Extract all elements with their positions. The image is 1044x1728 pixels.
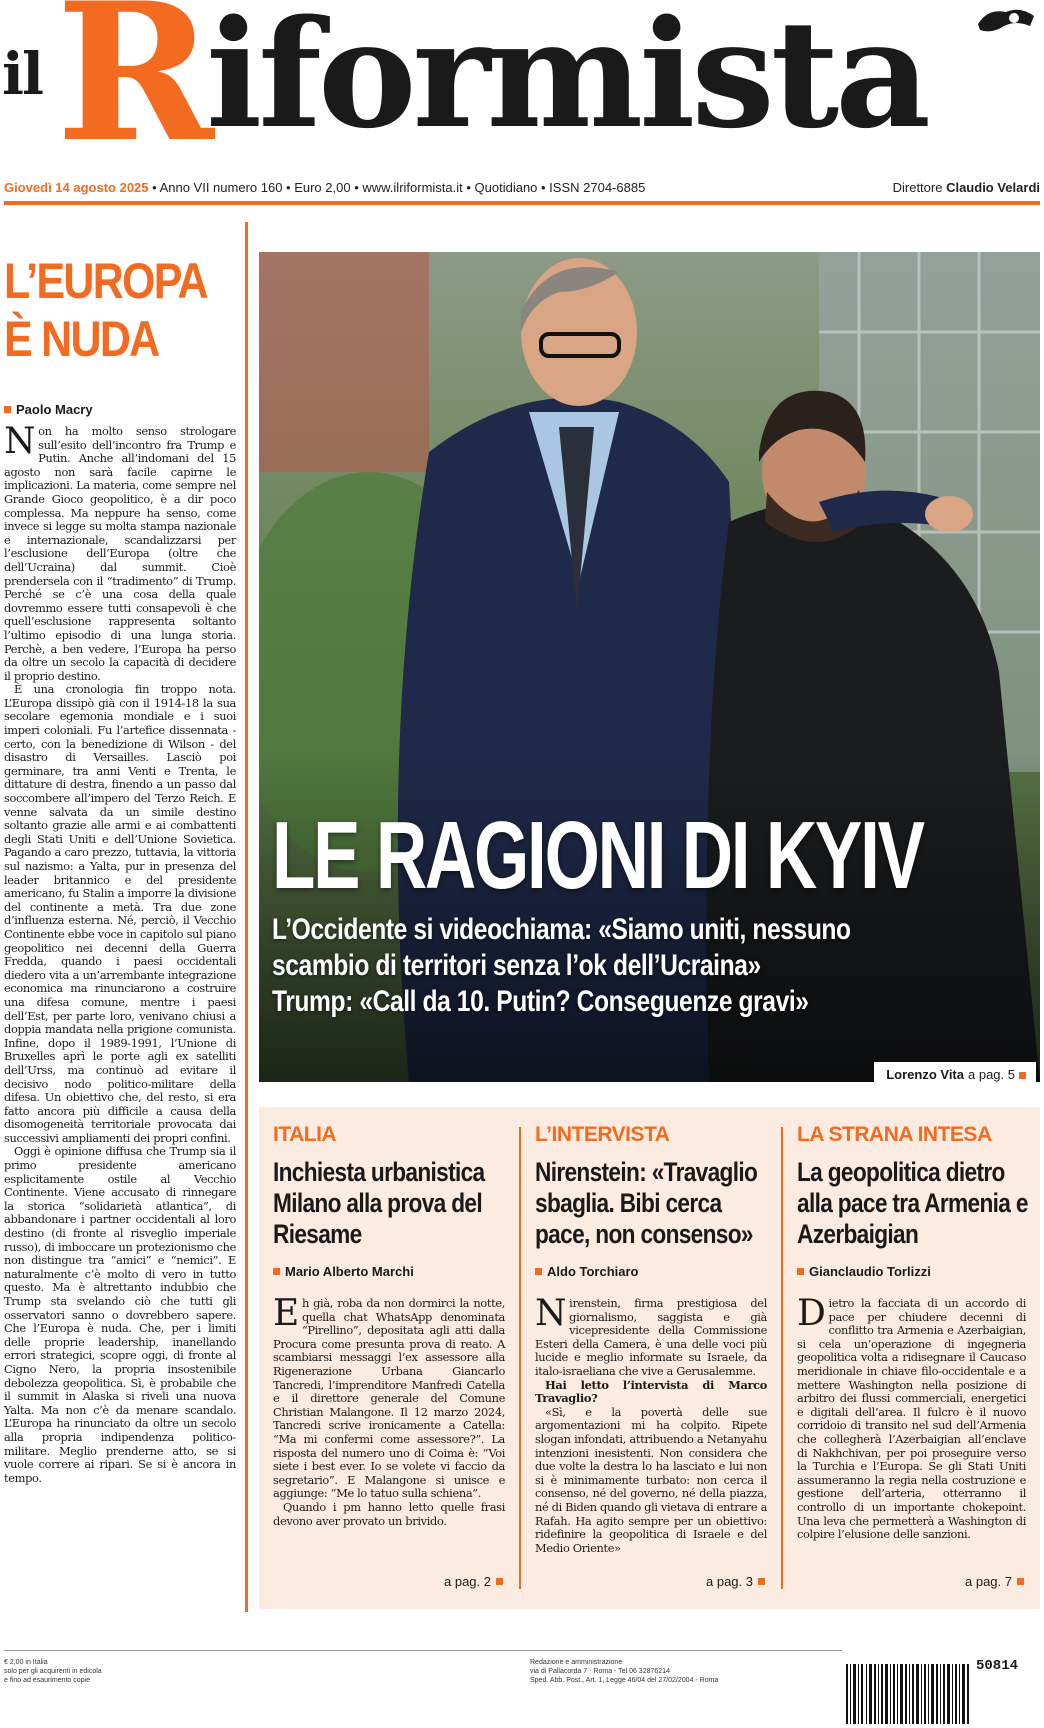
- teaser-page: a pag. 7: [965, 1574, 1012, 1589]
- square-bullet-icon: [1019, 1072, 1026, 1079]
- square-bullet-icon: [535, 1268, 542, 1275]
- square-bullet-icon: [4, 406, 11, 413]
- issue-date: Giovedì 14 agosto 2025: [4, 179, 149, 195]
- editorial-title-line2: È NUDA: [4, 311, 159, 367]
- teaser-boxes: [259, 1107, 1040, 1609]
- square-bullet-icon: [273, 1268, 280, 1275]
- column-divider: [245, 222, 248, 1612]
- teaser-author: Gianclaudio Torlizzi: [809, 1264, 931, 1279]
- cover-subhead-line: Trump: «Call da 10. Putin? Conseguenze gravi»: [272, 985, 809, 1018]
- editorial-title-line1: L’EUROPA: [4, 253, 207, 309]
- issue-details: • Anno VII numero 160 • Euro 2,00 • www.ilriformista.it • Quotidiano • ISSN 2704-6885: [148, 179, 646, 195]
- cover-subhead-line: L’Occidente si videochiama: «Siamo uniti, nessuno: [272, 913, 851, 946]
- teaser-byline: [797, 1264, 1026, 1279]
- issue-info-bar: [4, 176, 1040, 198]
- footer-line: solo per gli acquirenti in edicola: [4, 1668, 102, 1675]
- teaser-box-strana-intesa[interactable]: [783, 1107, 1040, 1609]
- footer-line: Sped. Abb. Post., Art. 1, Legge 46/04 del 27/02/2004 - Roma: [530, 1677, 719, 1684]
- masthead-rule: [4, 201, 1040, 205]
- footer-editorial-info: [530, 1658, 790, 1685]
- teaser-title[interactable]: La geopolitica dietro alla pace tra Armenia e Azerbaigian: [797, 1157, 1028, 1249]
- teaser-question: Hai letto l’intervista di Marco Travaglio?: [535, 1377, 767, 1406]
- teaser-paragraph: h già, roba da non dormirci la notte, quella chat WhatsApp denominata “Pirellino”, depositata agli atti dalla Procura come presunta prova di reato. A scambiarsi messaggi l’ex assessore alla Rigenerazione Urbana Giancarlo Tancredi, l’imprenditore Manfredi Catella e il direttore generale del Comune Christian Malangone. Il 12 marzo 2024, Tancredi scrive ironicamente a Catella: “Ma mi confermi come assessore?”. La risposta del numero uno di Coima è: “Voi siete i best ever. Io se volete vi faccio da segretario”. E Malangone si unisce e aggiunge: “Me lo tatuo sulla schiena”.: [273, 1296, 505, 1501]
- square-bullet-icon: [496, 1578, 503, 1585]
- teaser-page-ref[interactable]: [444, 1574, 503, 1589]
- editorial-byline: [4, 402, 236, 417]
- editorial-paragraph: È una cronologia fin troppo nota. L’Europa dissipò già con il 1914-18 la sua secolare egemonia mondiale e i suoi imperi coloniali. Fu l’artefice dissennata - certo, con la benedizione di Wilson - del disastro di Versailles. Lasciò poi germinare, tra anni Venti e Trenta, le dittature di destra, finendo a un passo dal soccombere all’impero del Terzo Reich. E venne salvata da un simile destino soltanto grazie alle armi e ai combattenti degli Stati Uniti e dell’Unione Sovietica. Pagando a caro prezzo, tuttavia, la vittoria sul nazismo: a Yalta, pur in presenza del leader britannico e del presidente americano, fu Stalin a imporre la divisione del continente a metà. Tra due zone d’influenza esterna. Né, perciò, il Vecchio Continente ebbe voce in capitolo sul piano geopolitico nei decenni della Guerra Fredda, quando i paesi occidentali diedero vita a un’arrembante integrazione economica ma rinunciarono a costruire una difesa comune, mentre i paesi dell’Est, per parte loro, venivano chiusi a doppia mandata nella prigione comunista. Infine, dopo il 1989-1991, l’Unione di Bruxelles aprì le porte agli ex satelliti dell’Urss, ma continuò ad evitare il decisivo nodo politico-militare della difesa. Un obiettivo che, del resto, si era fatto ancora più difficile a causa della disomogeneità territoriale provocata dai successivi ampliamenti dei propri confini.: [4, 682, 236, 1145]
- footer-line: via di Pallacorda 7 - Roma - Tel 06 32876214: [530, 1668, 670, 1675]
- footer-line: e fino ad esaurimento copie: [4, 1677, 90, 1684]
- teaser-page-ref[interactable]: [965, 1574, 1024, 1589]
- teaser-title[interactable]: Inchiesta urbanistica Milano alla prova del Riesame: [273, 1157, 485, 1249]
- teaser-paragraph: ietro la facciata di un accordo di pace per chiudere decenni di conflitto tra Armenia e Azerbaigian, si cela un’operazione di ingegneria geopolitica volta a ridisegnare il Caucaso meridionale in chiave filo-occidentale e a mettere Washington nella posizione di arbitro dei flussi commerciali, energetici e digitali dell’area. Il fulcro è il nuovo corridoio di transito nel sud dell’Armenia che collegherà l’Azerbaigian all’enclave di Nakhchivan, per poi proseguire verso la Turchia e l’Europa. Se gli Stati Uniti assumeranno la regia nella costruzione e gestione dell’arteria, otterranno il controllo di un importante chokepoint. Una leva che permetterà a Washington di colpire l’elusione delle sanzioni.: [797, 1296, 1026, 1542]
- cover-credit-page: a pag. 5: [968, 1067, 1015, 1082]
- editorial-author: Paolo Macry: [16, 402, 93, 417]
- masthead-wordmark: iformista: [206, 0, 927, 161]
- masthead: [0, 0, 1044, 184]
- director-credit: [893, 180, 1040, 195]
- editorial-body: [4, 421, 236, 1485]
- director-name: Claudio Velardi: [946, 179, 1040, 195]
- teaser-author: Mario Alberto Marchi: [285, 1264, 414, 1279]
- teaser-dropcap: N: [535, 1293, 567, 1334]
- square-bullet-icon: [758, 1578, 765, 1585]
- teaser-box-italia[interactable]: [259, 1107, 519, 1609]
- footer-line: € 2,00 in Italia: [4, 1659, 48, 1666]
- teaser-page: a pag. 2: [444, 1574, 491, 1589]
- teaser-box-intervista[interactable]: [521, 1107, 781, 1609]
- issue-info: [4, 180, 645, 195]
- teaser-body: [797, 1293, 1026, 1542]
- teaser-section: ITALIA: [273, 1123, 337, 1146]
- cover-subhead: [272, 912, 851, 1020]
- cover-credit[interactable]: [874, 1062, 1036, 1088]
- teaser-title[interactable]: Nirenstein: «Travaglio sbaglia. Bibi cerca pace, non consenso»: [535, 1157, 758, 1249]
- barcode-number: 50814: [976, 1658, 1019, 1674]
- square-bullet-icon: [1017, 1578, 1024, 1585]
- teaser-byline: [535, 1264, 767, 1279]
- teaser-paragraph: «Sì, e la povertà delle sue argomentazioni mi ha colpito. Ripete slogan infondati, attribuendo a Netanyahu intenzioni inesistenti. Non considera che due volte la destra lo ha lasciato e lui non si è minimamente turbato: non cerca il consenso, né del governo, né della piazza, né di Biden quando gli vietava di entrare a Rafah. Ha agito sempre per un obiettivo: ridefinire la geopolitica di Israele e del Medio Oriente»: [535, 1404, 768, 1555]
- director-label: Direttore: [892, 179, 947, 195]
- editorial-dropcap: N: [4, 421, 36, 462]
- hand-pen-icon: [974, 4, 1038, 38]
- teaser-body: [273, 1293, 505, 1528]
- teaser-section: L’INTERVISTA: [535, 1123, 670, 1146]
- square-bullet-icon: [797, 1268, 804, 1275]
- footer-price-info: [4, 1658, 204, 1685]
- teaser-author: Aldo Torchiaro: [547, 1264, 639, 1279]
- teaser-dropcap: D: [797, 1293, 826, 1334]
- teaser-byline: [273, 1264, 505, 1279]
- cover-credit-author: Lorenzo Vita: [886, 1067, 964, 1082]
- footer-line: Redazione e amministrazione: [530, 1659, 623, 1666]
- teaser-dropcap: E: [273, 1293, 299, 1334]
- cover-subhead-line: scambio di territori senza l’ok dell’Ucraina»: [272, 949, 761, 982]
- editorial-paragraph: on ha molto senso strologare sull’esito dell’incontro fra Trump e Putin. Anche all’indomani del 15 agosto non sarà facile capirne le implicazioni. La materia, come sempre nel Grande Gioco geopolitico, è a dir poco complessa. Ma neppure ha senso, come invece si legge su molta stampa nazionale e internazionale, scandalizzarsi per l’esclusione dell’Europa (oltre che dell’Ucraina) dal summit. Cioè prendersela con il “tradimento” di Trump. Perché se c’è una cosa della quale dovremmo essere tutti consapevoli è che quell’esclusione rappresenta soltanto l’ultimo episodio di una lunga storia. Perchè, a ben vedere, l’Europa ha perso da oltre un secolo la capacità di decidere il proprio destino.: [4, 424, 236, 683]
- editorial-paragraph: Oggi è opinione diffusa che Trump sia il primo presidente americano esplicitamente ostile al Vecchio Continente. Viene accusato di rinnegare la storica “solidarietà atlantica”, di abbandonare i partner occidentali al loro destino (di fronte al risveglio imperiale russo), di imboccare un protezionismo che non distingue tra “amici” e “nemici”. E naturalmente c’è molto di vero in tutto questo. Ma è altrettanto indubbio che Trump sta svelando ciò che tutti gli osservatori sanno o dovrebbero sapere. Che l’Europa è nuda. Che, per i limiti delle proprie leadership, inanellando errori strategici, scopre oggi, di fronte al Cigno Nero, la propria insostenibile debolezza geopolitica. Sì, è probabile che il summit in Alaska si riveli una nuova Yalta. Ma non c’è da menare scandalo. L’Europa ha rinunciato da oltre un secolo alla propria indipendenza politico-militare. Meglio prenderne atto, se si vuole correre ai ripari. Se si è ancora in tempo.: [4, 1144, 236, 1485]
- teaser-paragraph: Quando i pm hanno letto quelle frasi devono aver provato un brivido.: [273, 1499, 505, 1528]
- masthead-il: il: [2, 40, 43, 108]
- teaser-page-ref[interactable]: [706, 1574, 765, 1589]
- teaser-section: LA STRANA INTESA: [797, 1123, 992, 1146]
- teaser-paragraph: irenstein, firma prestigiosa del giornalismo, saggista e già vicepresidente della Commissione Esteri della Camera, è una delle voci più lucide e meglio informate su Israele, da italo-israeliana che vive a Gerusalemme.: [535, 1296, 767, 1378]
- teaser-page: a pag. 3: [706, 1574, 753, 1589]
- teaser-body: [535, 1293, 768, 1555]
- cover-headline: LE RAGIONI DI KYIV: [272, 802, 923, 909]
- masthead-initial: R: [56, 0, 214, 184]
- editorial-column: [4, 252, 236, 1485]
